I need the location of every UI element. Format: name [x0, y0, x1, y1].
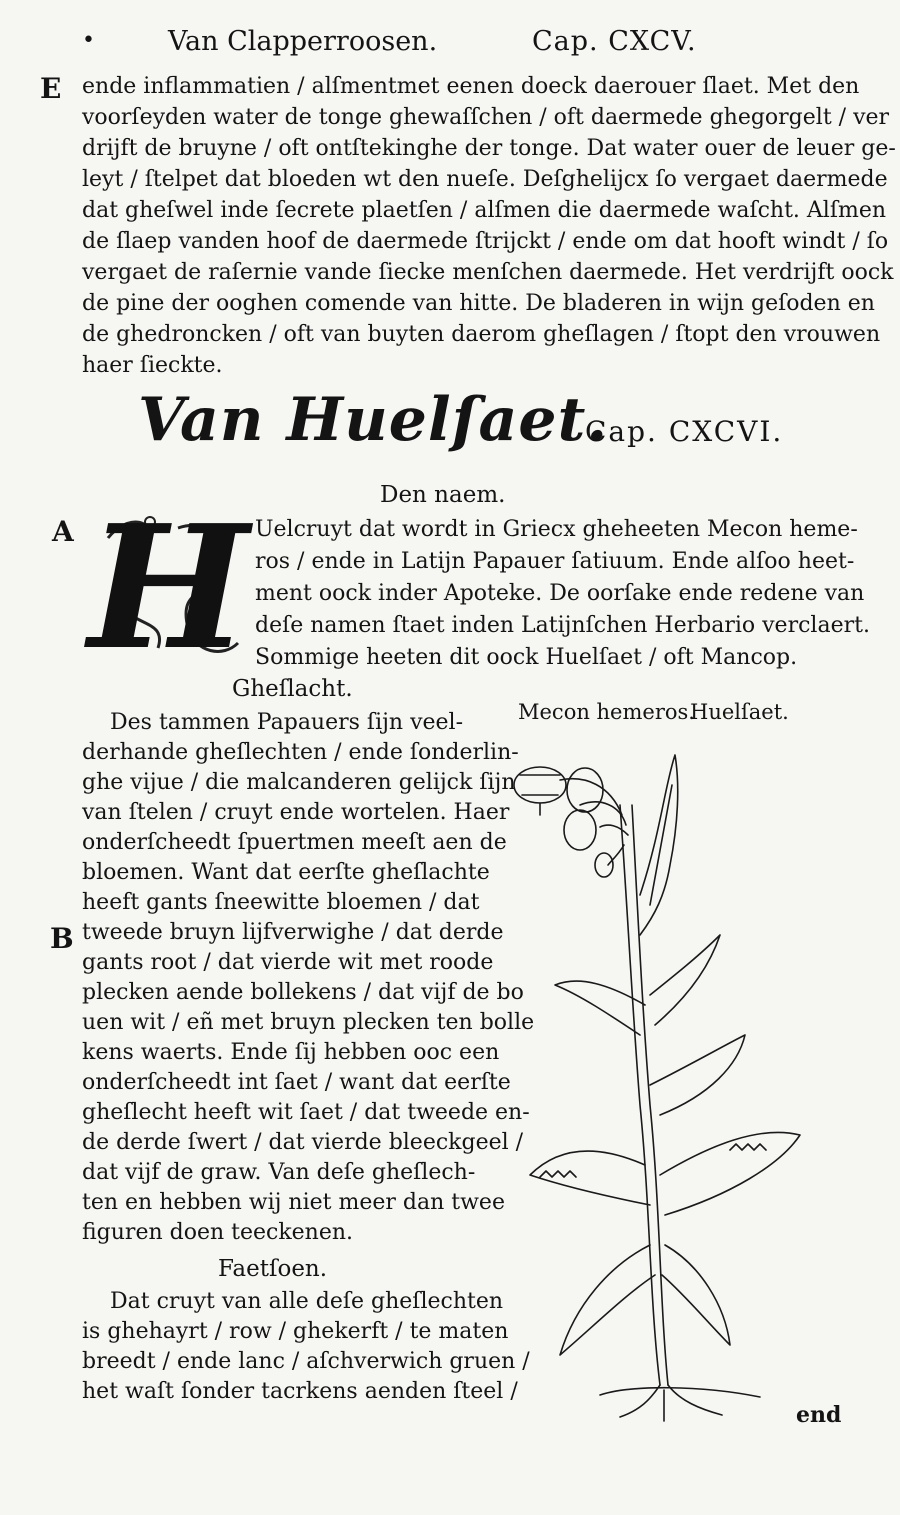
text-line: ros / ende in Latijn Papauer ſatiuum. Ende alſoo heet- — [255, 549, 855, 574]
figure-caption-latin: Mecon hemeros. — [518, 700, 695, 724]
decorated-initial — [88, 488, 249, 688]
text-line: plecken aende bollekens / dat vijf de bo — [82, 980, 524, 1005]
margin-letter-a: A — [52, 515, 74, 548]
catchword: end — [796, 1402, 842, 1428]
text-line: derhande gheſlechten / ende ſonderlin- — [82, 740, 519, 765]
figure-caption-dutch: Huelſaet. — [690, 700, 789, 724]
text-line: dat vijf de graw. Van deſe gheſlech- — [82, 1160, 476, 1185]
text-line: heeft gants ſneewitte bloemen / dat — [82, 890, 480, 915]
section-heading-faetsoen: Faetſoen. — [218, 1256, 328, 1282]
text-line: voorſeyden water de tonge ghewaſſchen / oft daermede ghegorgelt / ver — [82, 105, 890, 130]
text-line: deſe namen ſtaet inden Latijnſchen Herbario verclaert. — [255, 613, 870, 638]
text-line: gheſlecht heeft wit ſaet / dat tweede en- — [82, 1100, 530, 1125]
poppy-woodcut-illustration — [500, 745, 860, 1425]
chapter-title: Van Huelſaet. — [138, 385, 609, 455]
text-line: figuren doen teeckenen. — [82, 1220, 354, 1245]
text-line: vergaet de raſernie vande ſiecke menſchen daermede. Het verdrijft oock — [82, 260, 894, 285]
text-line: het waſt ſonder tacrkens aenden ſteel / — [82, 1379, 518, 1404]
section-heading-naem: Den naem. — [380, 482, 506, 508]
text-line: van ſtelen / cruyt ende wortelen. Haer — [82, 800, 510, 825]
margin-letter-e: E — [40, 72, 62, 105]
running-head — [0, 22, 900, 62]
text-line: onderſcheedt int ſaet / want dat eerſte — [82, 1070, 511, 1095]
text-line: onderſcheedt ſpuertmen meeſt aen de — [82, 830, 507, 855]
running-head-title: Van Clapperroosen. — [168, 26, 438, 57]
text-line: bloemen. Want dat eerſte gheſlachte — [82, 860, 490, 885]
text-line: Sommige heeten dit oock Huelſaet / oft Mancop. — [255, 645, 798, 670]
drop-cap-letter: H — [88, 488, 249, 688]
text-line: haer ſieckte. — [82, 353, 223, 378]
text-line: kens waerts. Ende ſij hebben ooc een — [82, 1040, 500, 1065]
running-head-chapter: Cap. CXCV. — [532, 26, 697, 57]
text-line: ende inflammatien / alſmentmet eenen doeck daerouer ſlaet. Met den — [82, 74, 860, 99]
text-line: gants root / dat vierde wit met roode — [82, 950, 494, 975]
text-line: de ghedroncken / oft van buyten daerom gheſlagen / ſtopt den vrouwen — [82, 322, 881, 347]
text-line: ten en hebben wij niet meer dan twee — [82, 1190, 505, 1215]
text-line: uen wit / eñ met bruyn plecken ten bolle — [82, 1010, 535, 1035]
text-line: Des tammen Papauers ſijn veel- — [110, 710, 464, 735]
margin-letter-b: B — [50, 922, 74, 955]
text-line: drijft de bruyne / oft ontſtekinghe der tonge. Dat water ouer de leuer ge- — [82, 136, 896, 161]
text-line: breedt / ende lanc / aſchverwich gruen / — [82, 1349, 530, 1374]
text-line: leyt / ſtelpet dat bloeden wt den nueſe. Deſghelijcx ſo vergaet daermede — [82, 167, 888, 192]
section-heading-gheslacht: Gheſlacht. — [232, 676, 353, 702]
text-line: de ſlaep vanden hoof de daermede ſtrijckt / ende om dat hooft windt / ſo — [82, 229, 889, 254]
text-line: Dat cruyt van alle deſe gheſlechten — [110, 1289, 504, 1314]
text-line: de pine der ooghen comende van hitte. De bladeren in wijn geſoden en — [82, 291, 875, 316]
text-line: is ghehayrt / row / ghekerft / te maten — [82, 1319, 509, 1344]
text-line: tweede bruyn lijfverwighe / dat derde — [82, 920, 504, 945]
text-line: ghe vijue / die malcanderen gelijck ſijn — [82, 770, 516, 795]
chapter-number: Cap. CXCVI. — [585, 415, 784, 448]
running-head-bullet: • — [82, 28, 95, 53]
text-line: Uelcruyt dat wordt in Griecx gheheeten Mecon heme- — [255, 517, 858, 542]
text-line: de derde ſwert / dat vierde bleeckgeel / — [82, 1130, 524, 1155]
text-line: dat gheſwel inde ſecrete plaetſen / alſmen die daermede waſcht. Alſmen — [82, 198, 887, 223]
poppy-plant-icon — [500, 745, 860, 1425]
text-line: ment oock inder Apoteke. De oorſake ende redene van — [255, 581, 865, 606]
